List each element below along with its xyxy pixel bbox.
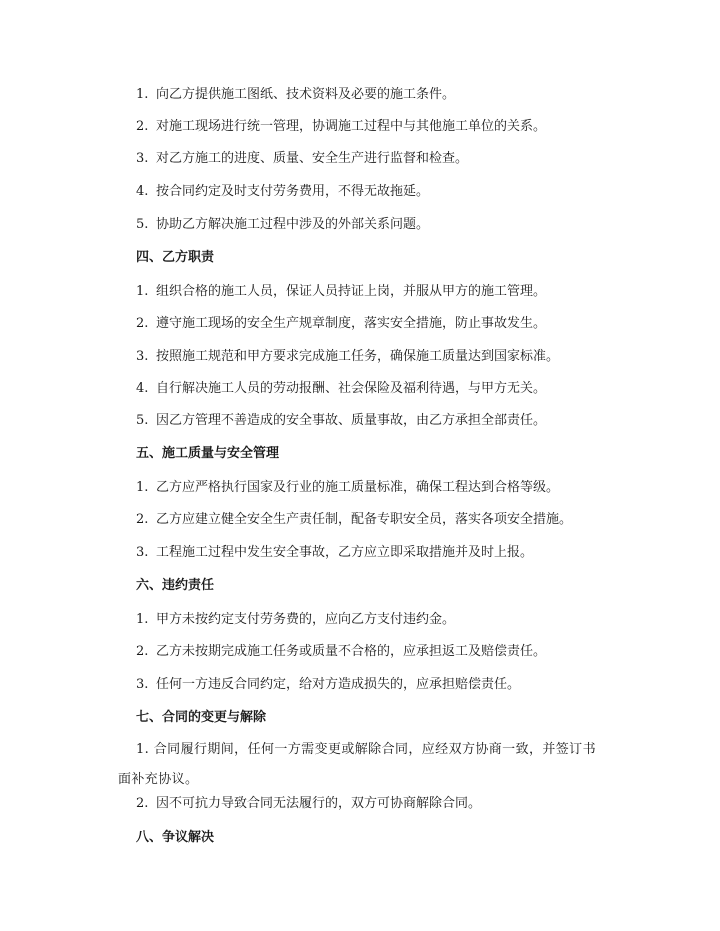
item-number: 5. [136,217,149,232]
item-number: 1. [136,284,149,299]
item-text: 任何一方违反合同约定，给对方造成损失的，应承担赔偿责任。 [156,677,521,692]
list-item [136,149,636,169]
section-heading: 五、施工质量与安全管理 [136,446,280,461]
item-text: 遵守施工现场的安全生产规章制度，落实安全措施，防止事故发生。 [156,316,547,331]
list-item [136,794,636,814]
item-number: 5. [136,413,149,428]
item-number: 4. [136,184,149,199]
item-number: 2. [136,316,149,331]
item-text: 按照施工规范和甲方要求完成施工任务，确保施工质量达到国家标准。 [156,349,560,364]
item-text: 乙方应严格执行国家及行业的施工质量标准，确保工程达到合格等级。 [156,480,560,495]
item-text: 合同履行期间，任何一方需变更或解除合同，应经双方协商一致，并签订书面补充协议。 [118,742,596,787]
item-number: 2. [136,796,149,811]
list-item [136,411,636,431]
item-text: 乙方应建立健全安全生产责任制，配备专职安全员，落实各项安全措施。 [156,512,573,527]
list-item [136,543,636,563]
item-text: 对施工现场进行统一管理，协调施工过程中与其他施工单位的关系。 [156,119,547,134]
list-item [136,85,636,105]
item-number: 2. [136,644,149,659]
list-item [136,314,636,334]
item-number: 1. [136,612,149,627]
item-number: 2. [136,512,149,527]
item-text: 因乙方管理不善造成的安全事故、质量事故，由乙方承担全部责任。 [156,413,547,428]
section-heading: 八、争议解决 [136,830,215,845]
item-text: 组织合格的施工人员，保证人员持证上岗，并服从甲方的施工管理。 [156,284,547,299]
item-text: 自行解决施工人员的劳动报酬、社会保险及福利待遇，与甲方无关。 [156,381,547,396]
list-item [136,182,636,202]
list-item [136,642,636,662]
item-number: 1. [136,742,150,757]
item-text: 甲方未按约定支付劳务费的，应向乙方支付违约金。 [156,612,456,627]
list-item [136,215,636,235]
item-text: 乙方未按期完成施工任务或质量不合格的，应承担返工及赔偿责任。 [156,644,547,659]
list-item [136,379,636,399]
section-heading: 六、违约责任 [136,578,215,593]
list-item [136,510,636,530]
section-heading: 七、合同的变更与解除 [136,710,267,725]
list-item [136,117,636,137]
list-item [136,610,636,630]
list-item [136,282,636,302]
list-item [136,347,636,367]
item-number: 1. [136,480,149,495]
item-number: 2. [136,119,149,134]
item-text: 工程施工过程中发生安全事故，乙方应立即采取措施并及时上报。 [156,545,534,560]
list-item [136,478,636,498]
item-text: 协助乙方解决施工过程中涉及的外部关系问题。 [156,217,430,232]
item-text: 向乙方提供施工图纸、技术资料及必要的施工条件。 [156,87,456,102]
item-number: 3. [136,151,149,166]
item-number: 3. [136,349,149,364]
item-number: 3. [136,677,149,692]
list-item [136,675,636,695]
item-text: 对乙方施工的进度、质量、安全生产进行监督和检查。 [156,151,469,166]
item-number: 4. [136,381,149,396]
item-text: 按合同约定及时支付劳务费用，不得无故拖延。 [156,184,430,199]
section-heading: 四、乙方职责 [136,250,215,265]
list-item [118,735,608,795]
item-number: 1. [136,87,149,102]
item-text: 因不可抗力导致合同无法履行的，双方可协商解除合同。 [156,796,482,811]
item-number: 3. [136,545,149,560]
